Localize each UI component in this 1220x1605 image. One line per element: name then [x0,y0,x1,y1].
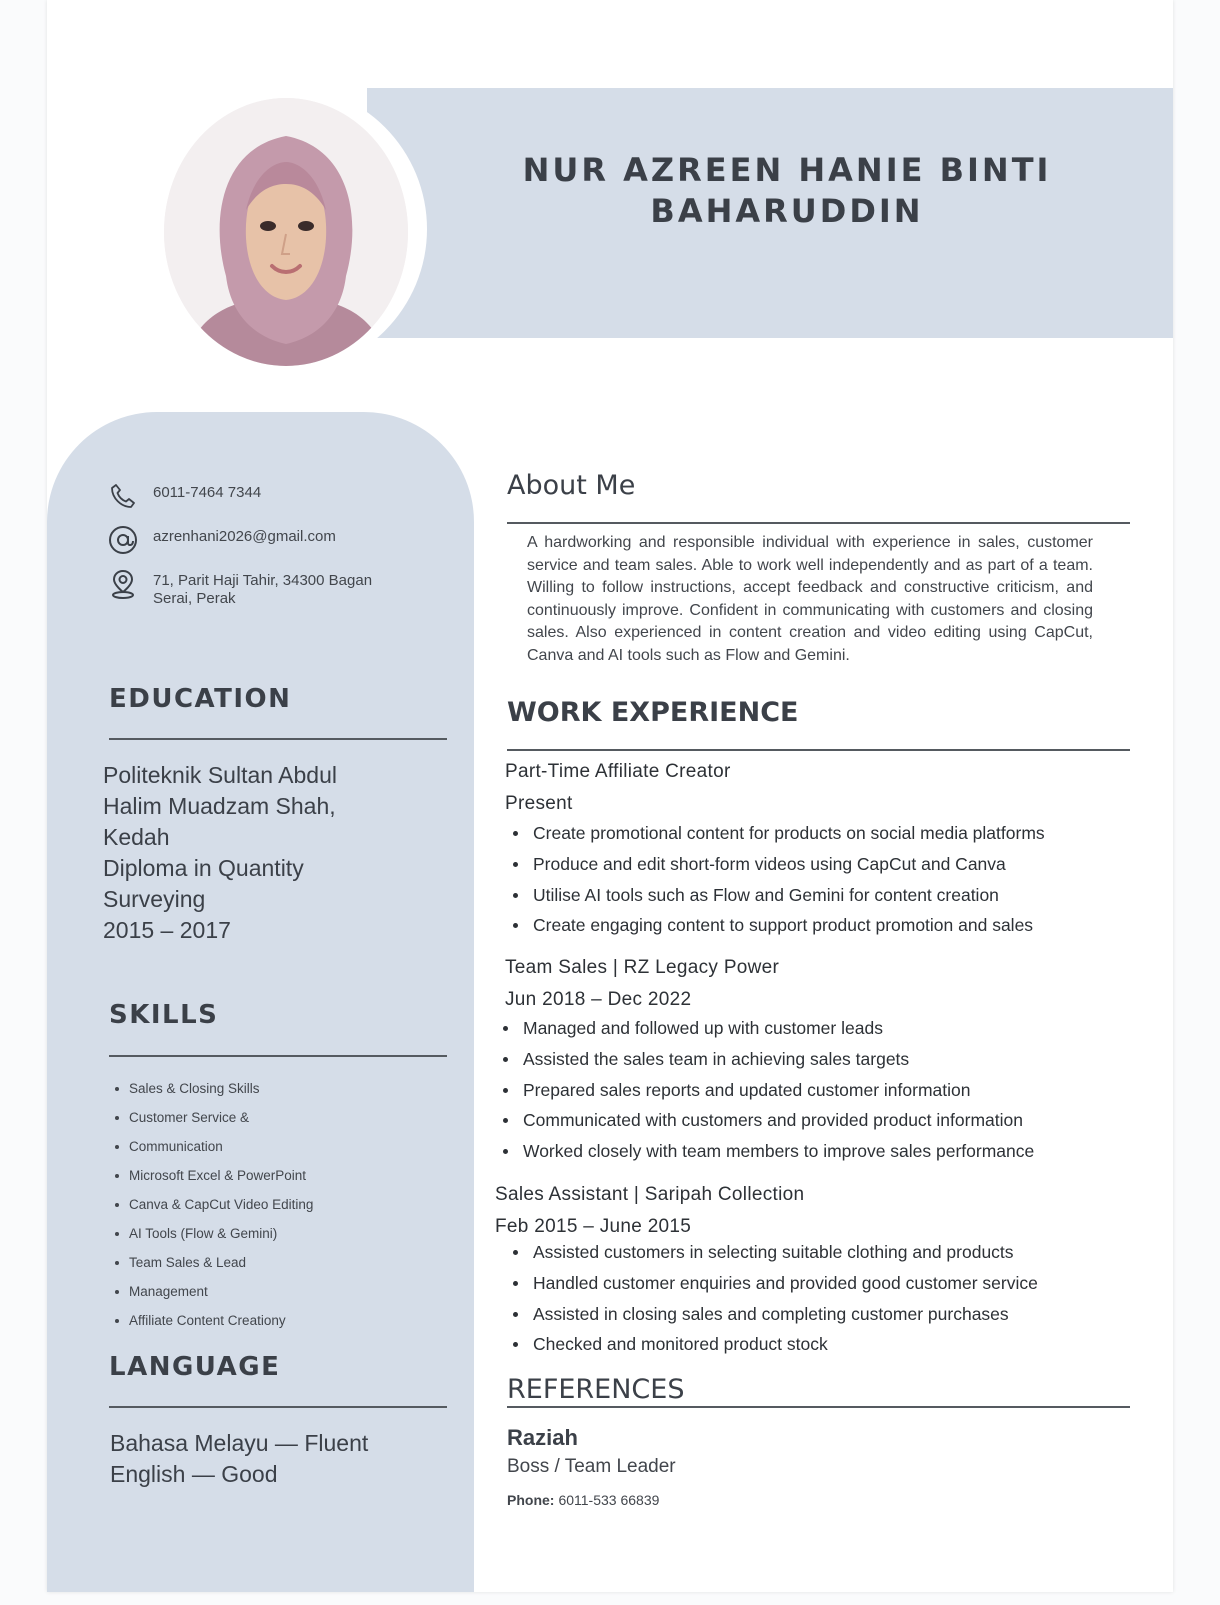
language-item: Bahasa Melayu — Fluent [110,1430,369,1456]
job-bullet: Assisted in closing sales and completing customer purchases [505,1299,1038,1330]
phone-number: 6011-7464 7344 [153,484,262,501]
job-bullet: Create engaging content to support product promotion and sales [505,910,1045,941]
skill-item: Team Sales & Lead [109,1248,439,1277]
references-divider [507,1406,1130,1408]
job-date: Feb 2015 – June 2015 [495,1216,692,1237]
job-bullets [505,1237,1038,1360]
job-bullet: Assisted the sales team in achieving sales targets [495,1044,1034,1075]
skills-list [109,1074,439,1335]
education-line: 2015 – 2017 [103,917,231,943]
job-title: Part-Time Affiliate Creator [505,761,731,782]
job-bullet: Worked closely with team members to improve sales performance [495,1136,1034,1167]
language-divider [109,1406,447,1408]
skill-item: Management [109,1277,439,1306]
skill-item: Microsoft Excel & PowerPoint [109,1161,439,1190]
contact-email [107,524,413,556]
job-bullet: Produce and edit short-form videos using CapCut and Canva [505,849,1045,880]
job-bullet: Communicated with customers and provided product information [495,1105,1034,1136]
work-heading: WORK EXPERIENCE [507,697,799,728]
job-bullet: Checked and monitored product stock [505,1329,1038,1360]
job-bullet: Utilise AI tools such as Flow and Gemini for content creation [505,880,1045,911]
at-sign-icon [107,524,139,556]
about-heading: About Me [507,470,636,501]
skill-item: Customer Service & [109,1103,439,1132]
education-line: Surveying [103,886,206,912]
job-bullet: Assisted customers in selecting suitable clothing and products [505,1237,1038,1268]
references-heading: REFERENCES [507,1374,685,1405]
job-bullet: Prepared sales reports and updated customer information [495,1075,1034,1106]
phone-icon [107,480,139,512]
skill-item: AI Tools (Flow & Gemini) [109,1219,439,1248]
location-pin-icon [107,568,139,600]
work-divider [507,749,1130,751]
reference-phone-label: Phone: [507,1492,555,1508]
profile-photo [164,98,408,366]
job-bullet: Managed and followed up with customer leads [495,1013,1034,1044]
address-text: 71, Parit Haji Tahir, 34300 Bagan Serai, Perak [153,572,373,607]
about-divider [507,522,1130,524]
job-bullets [495,1013,1034,1167]
education-line: Kedah [103,824,170,850]
reference-role: Boss / Team Leader [507,1456,676,1477]
job-date: Present [505,793,573,814]
language-block [110,1428,440,1490]
contact-phone [107,480,413,512]
education-heading: EDUCATION [109,684,292,714]
job-title: Team Sales | RZ Legacy Power [505,957,780,978]
skills-heading: SKILLS [109,1000,219,1030]
skill-item: Canva & CapCut Video Editing [109,1190,439,1219]
language-item: English — Good [110,1461,278,1487]
contact-address [107,568,413,608]
education-divider [109,738,447,740]
education-line: Politeknik Sultan Abdul [103,762,337,788]
job-bullet: Create promotional content for products on social media platforms [505,818,1045,849]
skill-item: Affiliate Content Creationy [109,1306,439,1335]
education-block [103,760,433,946]
skills-divider [109,1055,447,1057]
reference-phone-number: 6011-533 66839 [558,1492,660,1508]
resume-page [47,0,1173,1592]
about-text: A hardworking and responsible individual with experience in sales, customer service and team sales. Able to work well independently and as part of a team. Willing to follow instructions, accept feedback and constructive criticism, and continuously improve. Confident in communicating with customers and closing sales. Also experienced in content creation and video editing using CapCut, Canva and AI tools such as Flow and Gemini. [527,534,1093,664]
reference-phone [507,1492,659,1508]
job-title: Sales Assistant | Saripah Collection [495,1184,805,1205]
email-address: azrenhani2026@gmail.com [153,528,336,545]
education-line: Halim Muadzam Shah, [103,793,336,819]
job-bullet: Handled customer enquiries and provided good customer service [505,1268,1038,1299]
skill-item: Sales & Closing Skills [109,1074,439,1103]
job-date: Jun 2018 – Dec 2022 [505,989,692,1010]
skill-item: Communication [109,1132,439,1161]
language-heading: LANGUAGE [109,1352,281,1382]
reference-name: Raziah [507,1425,578,1450]
job-bullets [505,818,1045,941]
education-line: Diploma in Quantity [103,855,304,881]
candidate-name: NUR AZREEN HANIE BINTI BAHARUDDIN [522,151,1052,230]
